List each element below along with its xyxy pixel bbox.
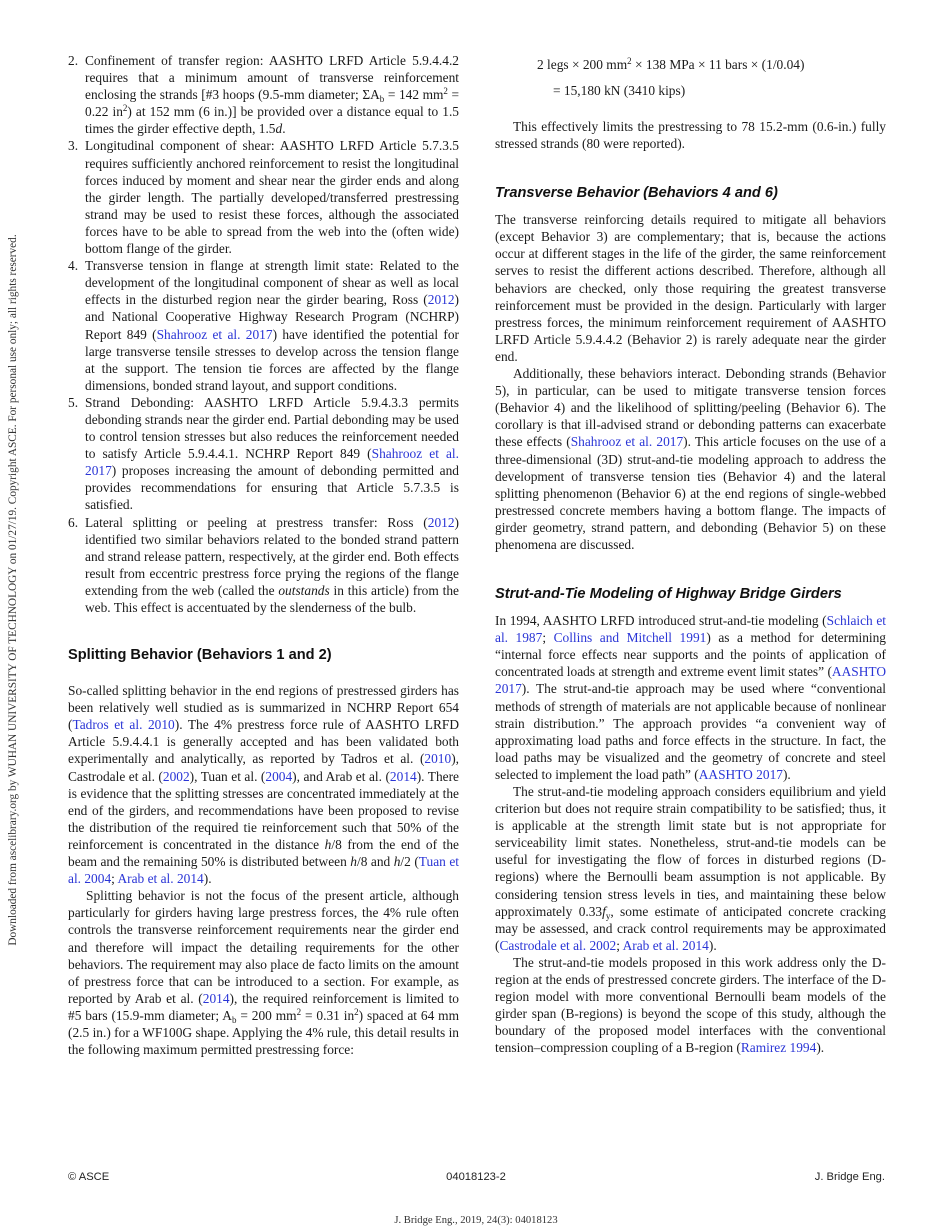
citation-line: J. Bridge Eng., 2019, 24(3): 04018123 — [394, 1215, 558, 1226]
text: ; — [616, 937, 623, 953]
citation-link[interactable]: Collins and Mitchell 1991 — [553, 630, 707, 646]
citation-link[interactable]: 2012 — [427, 292, 455, 308]
text: Longitudinal component of shear: AASHTO LRFD Article 5.7.3.5 requires sufficiently anchored reinforcement to resist the longitudinal forces induced by moment and shear near the girder ends and along the girder length. The partially developed/transferred prestressing strand may be used to resist these forces, although the associated forces have to be able to spread from the web into the (often wide) bottom flange of the girder. — [85, 138, 459, 257]
text: /8 from the end of the beam and the remaining 50% is distributed between — [68, 836, 459, 870]
citation-link[interactable]: 2004 — [265, 768, 293, 784]
text: /2 ( — [400, 854, 419, 870]
text: ) identified two similar behaviors related to the bonded strand pattern and strand release pattern, respectively, at the girder end. Both effects result from eccentric prestress force prying the regions of the flange extending from the web (called the — [85, 514, 459, 598]
text: ). — [816, 1040, 825, 1056]
list-number: 2. — [68, 53, 79, 68]
citation-link[interactable]: 2014 — [389, 768, 417, 784]
equation-text: 2 legs × 200 mm — [537, 57, 628, 72]
citation-link[interactable]: 2010 — [424, 751, 452, 767]
citation-link[interactable]: Schlaich et al. 1987 — [495, 613, 886, 646]
text: ). The 4% prestress force rule of AASHTO LRFD Article 5.9.4.4.1 is generally accepted and has been validated both experimentally and analytically, as reported by Tadros et al. ( — [68, 717, 459, 767]
subscript: b — [231, 1014, 237, 1025]
paragraph: This effectively limits the prestressing to 78 15.2-mm (0.6-in.) fully stressed strands (80 were reported). — [495, 119, 886, 152]
paragraph — [68, 887, 459, 1058]
citation-link[interactable]: Tuan et al. 2004 — [68, 854, 459, 887]
text: So-called splitting behavior in the end regions of prestressed girders has been relatively well studied as is summarized in NCHRP Report 654 ( — [68, 683, 459, 733]
behaviors-list — [68, 52, 459, 616]
download-notice-text: Downloaded from ascelibrary.org by WUHAN UNIVERSITY OF TECHNOLOGY on 01/27/19. Copyright ASCE. For personal use only; all rights reserved. — [7, 234, 19, 946]
list-number: 4. — [68, 258, 79, 274]
footer-page-id: 04018123-2 — [446, 1171, 506, 1183]
section-heading-strut-and-tie: Strut-and-Tie Modeling of Highway Bridge Girders — [495, 586, 842, 603]
text: ), Castrodale et al. ( — [68, 751, 459, 784]
paragraph — [68, 682, 459, 887]
text: ) proposes increasing the amount of debonding permitted and provides recommendations for ensuring that Article 5.7.3.5 is satisfied. — [85, 463, 459, 513]
text: ; — [542, 630, 554, 646]
text: ) at 152 mm (6 in.)] be provided over a distance equal to 1.5 times the girder effective depth, 1.5 — [85, 104, 459, 137]
section-heading-transverse: Transverse Behavior (Behaviors 4 and 6) — [495, 185, 778, 202]
citation-link[interactable]: 2012 — [427, 514, 455, 530]
list-number: 6. — [68, 514, 79, 530]
text: ). — [708, 937, 717, 953]
citation-link[interactable]: AASHTO 2017 — [495, 664, 886, 697]
subscript: y — [605, 910, 611, 921]
text: = 200 mm — [236, 1007, 297, 1023]
italic-variable: h — [324, 836, 332, 852]
text: ). — [203, 871, 212, 887]
paragraph — [495, 954, 886, 1057]
citation-link[interactable]: Castrodale et al. 2002 — [499, 937, 617, 953]
text: In 1994, AASHTO LRFD introduced strut-and-tie modeling ( — [495, 613, 827, 629]
italic-variable: h — [350, 854, 357, 870]
text: ) as a method for determining “internal force effects near supports and the points of application of concentrated loads at strength and extreme event limit states” ( — [495, 630, 887, 680]
subscript: b — [379, 94, 385, 105]
citation-link[interactable]: Ramirez 1994 — [740, 1040, 817, 1056]
italic-term: outstands — [278, 582, 330, 598]
citation-link[interactable]: Shahrooz et al. 2017 — [570, 434, 684, 450]
paragraph: The transverse reinforcing details required to mitigate all behaviors (except Behavior 3) are complementary; that is, because the actions occur at different stages in the life of the girder, the same reinforcement serves to resist the different actions described. Therefore, although all behaviors are checked, only those requiring the greatest transverse reinforcement must be provided in the design. Particularly with larger prestress forces, the minimum reinforcement requirement of AASHTO LRFD Article 5.9.4.4.2 (Behavior 2) is rarely adequate near the girder end. — [495, 212, 886, 364]
list-item-behavior-5 — [68, 394, 459, 514]
text: /8 and — [356, 854, 394, 870]
left-column — [68, 52, 459, 1058]
citation-link[interactable]: 2002 — [162, 768, 190, 784]
text: ). The strut-and-tie approach may be used where “conventional methods of strength of materials are not applicable because of nonlinear strain distribution.” The approach provides “a convenient way of approximating load paths and force effects in the structure. In fact, the load paths may be visualized and the geometry of concrete and steel selected to implement the load path” ( — [495, 681, 886, 782]
text: ). — [782, 766, 791, 782]
superscript: 2 — [443, 86, 448, 97]
equation-block — [495, 52, 886, 104]
list-item-behavior-6 — [68, 514, 459, 617]
text: ) and National Cooperative Highway Research Program (NCHRP) Report 849 ( — [85, 292, 459, 342]
citation-link[interactable]: 2014 — [202, 990, 230, 1006]
text: ), Tuan et al. ( — [189, 768, 266, 784]
citation-link[interactable]: Shahrooz et al. 2017 — [156, 326, 273, 342]
text: ; — [111, 871, 118, 887]
superscript: 2 — [627, 56, 632, 66]
citation-link[interactable]: Tadros et al. 2010 — [72, 717, 175, 733]
superscript: 2 — [122, 103, 128, 114]
footer-copyright: © ASCE — [68, 1171, 110, 1183]
paragraph — [495, 365, 886, 553]
text: Strand Debonding: AASHTO LRFD Article 5.9.4.3.3 permits debonding strands near the girder end. Partial debonding may be used to control tension stresses but also reduces the reinforcement needed to satisfy Article 5.9.4.4.1. NCHRP Report 849 ( — [85, 394, 459, 462]
citation-link[interactable]: Arab et al. 2014 — [622, 937, 709, 953]
italic-variable: f — [602, 903, 606, 919]
text: ) have identified the potential for large transverse tensile stresses to develop across the tension flange at the support. The tension tie forces are affected by the flange dimensions, bonded strand layout, and support conditions. — [85, 326, 459, 393]
text: Splitting behavior is not the focus of the present article, although particularly for girders having large prestress forces, the 4% rule often controls the transverse reinforcement requirements near the girder end and therefore will impact the detailing requirements for the other behaviors. The requirement may also place de facto limits on the amount of prestress force that can be introduced to a section. For example, as reported by Arab et al. ( — [68, 888, 459, 1006]
citation-link[interactable]: Arab et al. 2014 — [117, 871, 204, 887]
text: . — [282, 121, 286, 137]
footer-journal: J. Bridge Eng. — [814, 1171, 885, 1183]
list-number: 3. — [68, 138, 79, 154]
text: ), and Arab et al. ( — [292, 768, 390, 784]
paragraph — [495, 783, 886, 954]
list-item-behavior-3 — [68, 137, 459, 257]
list-item-behavior-4 — [68, 257, 459, 394]
superscript: 2 — [354, 1006, 359, 1017]
italic-variable: h — [393, 854, 401, 870]
list-item-behavior-2 — [68, 52, 459, 137]
text: The strut-and-tie models proposed in this work address only the D-region at the ends of prestressed concrete girders. The interface of the D-region model with more conventional Bernoulli beam models of the girder span (B-regions) is beyond the scope of this study, although the boundary of the proposed model interfaces with the conventional tension–compression coupling of a B-region ( — [495, 954, 886, 1056]
list-number: 5. — [68, 394, 79, 410]
text: = 0.22 in — [85, 87, 460, 120]
equation-text: × 138 MPa × 11 bars × (1/0.04) — [631, 57, 805, 72]
text: in this article) from the web. This effect is accentuated by the slenderness of the bulb. — [85, 582, 459, 615]
text: Confinement of transfer region: AASHTO LRFD Article 5.9.4.4.2 requires that a minimum amount of transverse reinforcement enclosing the strands [#3 hoops (9.5-mm diameter; ΣA — [85, 53, 459, 103]
text: Additionally, these behaviors interact. Debonding strands (Behavior 5), in particular, can be used to mitigate transverse tension forces (Behavior 4) and the likelihood of splitting/peeling (Behavior 6). The corollary is that ill-advised strand or debonding patterns can exacerbate these effects ( — [495, 366, 886, 450]
citation-link[interactable]: Shahrooz et al. 2017 — [85, 446, 460, 479]
text: Lateral splitting or peeling at prestress transfer: Ross ( — [85, 514, 428, 530]
italic-variable: d — [275, 121, 283, 137]
text: The strut-and-tie modeling approach considers equilibrium and yield criterion but does not require strain compatibility to be satisfied; thus, it is applicable at the strength limit state but is not appropriate for serviceability limit states. Nonetheless, strut-and-tie models can be useful for investigating the flow of forces in disturbed regions (D-regions) where the Bernoulli beam assumption is not applicable. By considering tension stress levels in ties, and maintaining these below approximately 0.33 — [495, 784, 886, 919]
text: = 142 mm — [384, 87, 444, 103]
text: = 0.31 in — [301, 1007, 355, 1023]
text: ), the required reinforcement is limited to #5 bars (15.9-mm diameter; A — [68, 990, 460, 1023]
equation-line-2: = 15,180 kN (3410 kips) — [553, 83, 686, 98]
superscript: 2 — [296, 1006, 302, 1017]
paragraph — [495, 612, 886, 783]
citation-link[interactable]: AASHTO 2017 — [698, 766, 783, 782]
text: , some estimate of anticipated concrete cracking may be assessed, and crack control requirements may be approximated ( — [495, 903, 886, 953]
text: ). This article focuses on the use of a three-dimensional (3D) strut-and-tie modeling approach to address the development of transverse tension ties (Behavior 4) and the lateral splitting phenomenon (Behavior 6) at the end regions of single-webbed prestressed concrete members having a bottom flange. The impacts of girder geometry, strand pattern, and debonding (Behavior 5) on these phenomena are discussed. — [495, 434, 886, 552]
download-notice-sidebar — [3, 0, 23, 1232]
equation-line-1 — [495, 52, 886, 78]
section-heading-splitting: Splitting Behavior (Behaviors 1 and 2) — [68, 647, 332, 664]
text: ) spaced at 64 mm (2.5 in.) for a WF100G shape. Applying the 4% rule, this detail results in the following maximum permitted prestressing force: — [68, 1007, 459, 1058]
text: Transverse tension in flange at strength limit state: Related to the development of the longitudinal component of shear as well as local effects in the disturbed region near the girder bearing, Ross ( — [85, 258, 459, 308]
text: ). There is evidence that the splitting stresses are concentrated immediately at the end of the girders, and recommendations have been proposed to revise the distribution of the required tie reinforcement such that 50% of the reinforcement is concentrated in the distance — [68, 768, 459, 852]
right-column — [495, 52, 886, 1057]
